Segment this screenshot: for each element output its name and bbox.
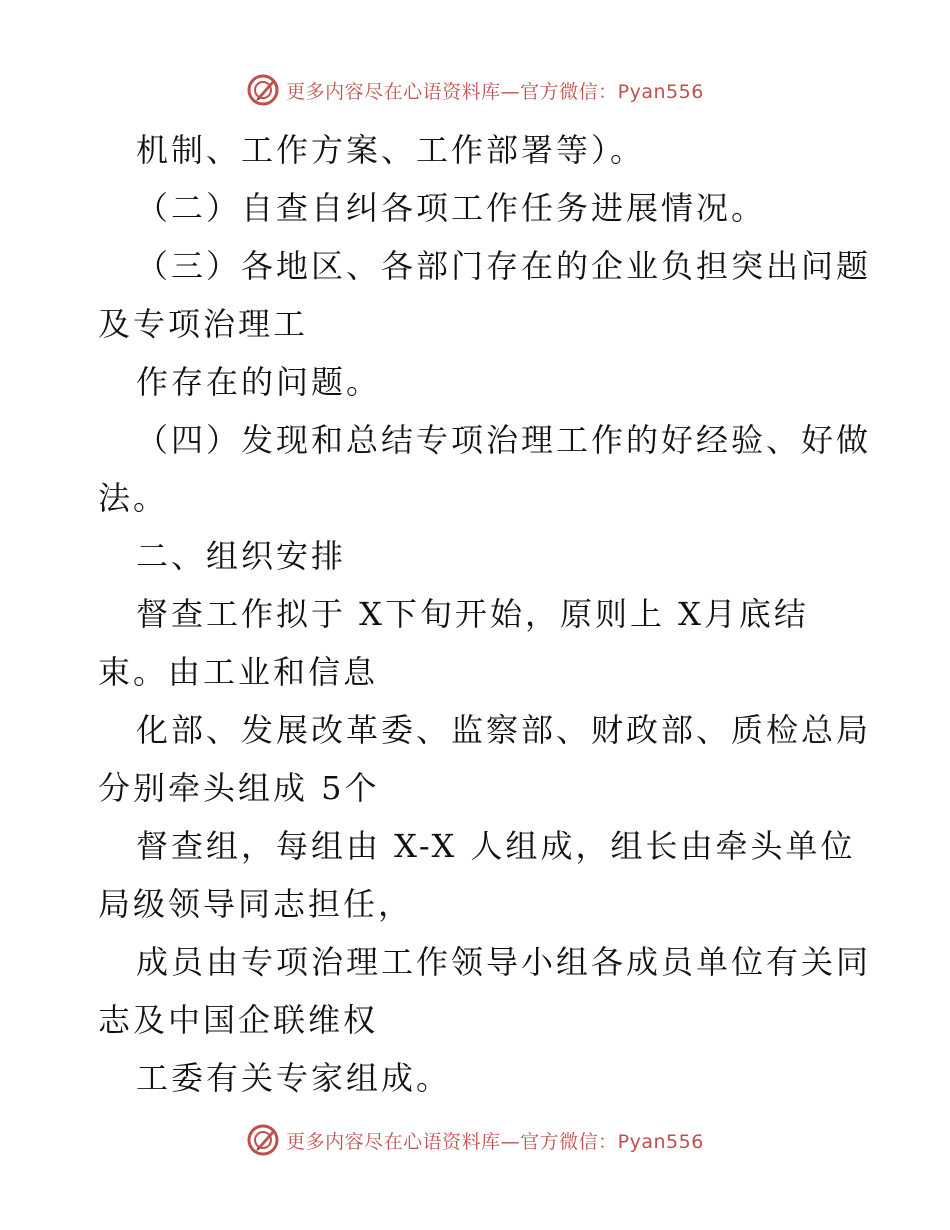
text-line: 及专项治理工 [98,305,309,343]
text-line: （四）发现和总结专项治理工作的好经验、好做 [136,421,872,459]
text-line: 分别牵头组成 5个 [98,769,380,807]
header-watermark [0,70,950,110]
footer-watermark [0,1120,950,1160]
watermark-text: 更多内容尽在心语资料库—官方微信：Pyan556 [286,80,704,103]
text-line: 机制、工作方案、工作部署等）。 [136,131,646,169]
watermark-text: 更多内容尽在心语资料库—官方微信：Pyan556 [286,1130,704,1153]
text-line: 束。由工业和信息 [98,653,379,691]
text-line: 成员由专项治理工作领导小组各成员单位有关同 [136,943,872,981]
text-line: 局级领导同志担任， [98,885,414,923]
section-heading: 二、组织安排 [136,537,347,575]
logo-icon [246,1123,280,1157]
text-line: 督查组，每组由 X-X 人组成，组长由牵头单位 [136,827,856,865]
text-line: （二）自查自纠各项工作任务进展情况。 [136,189,767,227]
document-body [98,121,872,1107]
text-line: 法。 [98,479,169,517]
text-line: 工委有关专家组成。 [136,1059,452,1097]
text-line: （三）各地区、各部门存在的企业负担突出问题 [136,247,872,285]
text-line: 化部、发展改革委、监察部、财政部、质检总局 [136,711,872,749]
text-line: 志及中国企联维权 [98,1001,379,1039]
text-line: 作存在的问题。 [136,363,382,401]
text-line: 督查工作拟于 X下旬开始，原则上 X月底结 [136,595,809,633]
logo-icon [246,73,280,107]
